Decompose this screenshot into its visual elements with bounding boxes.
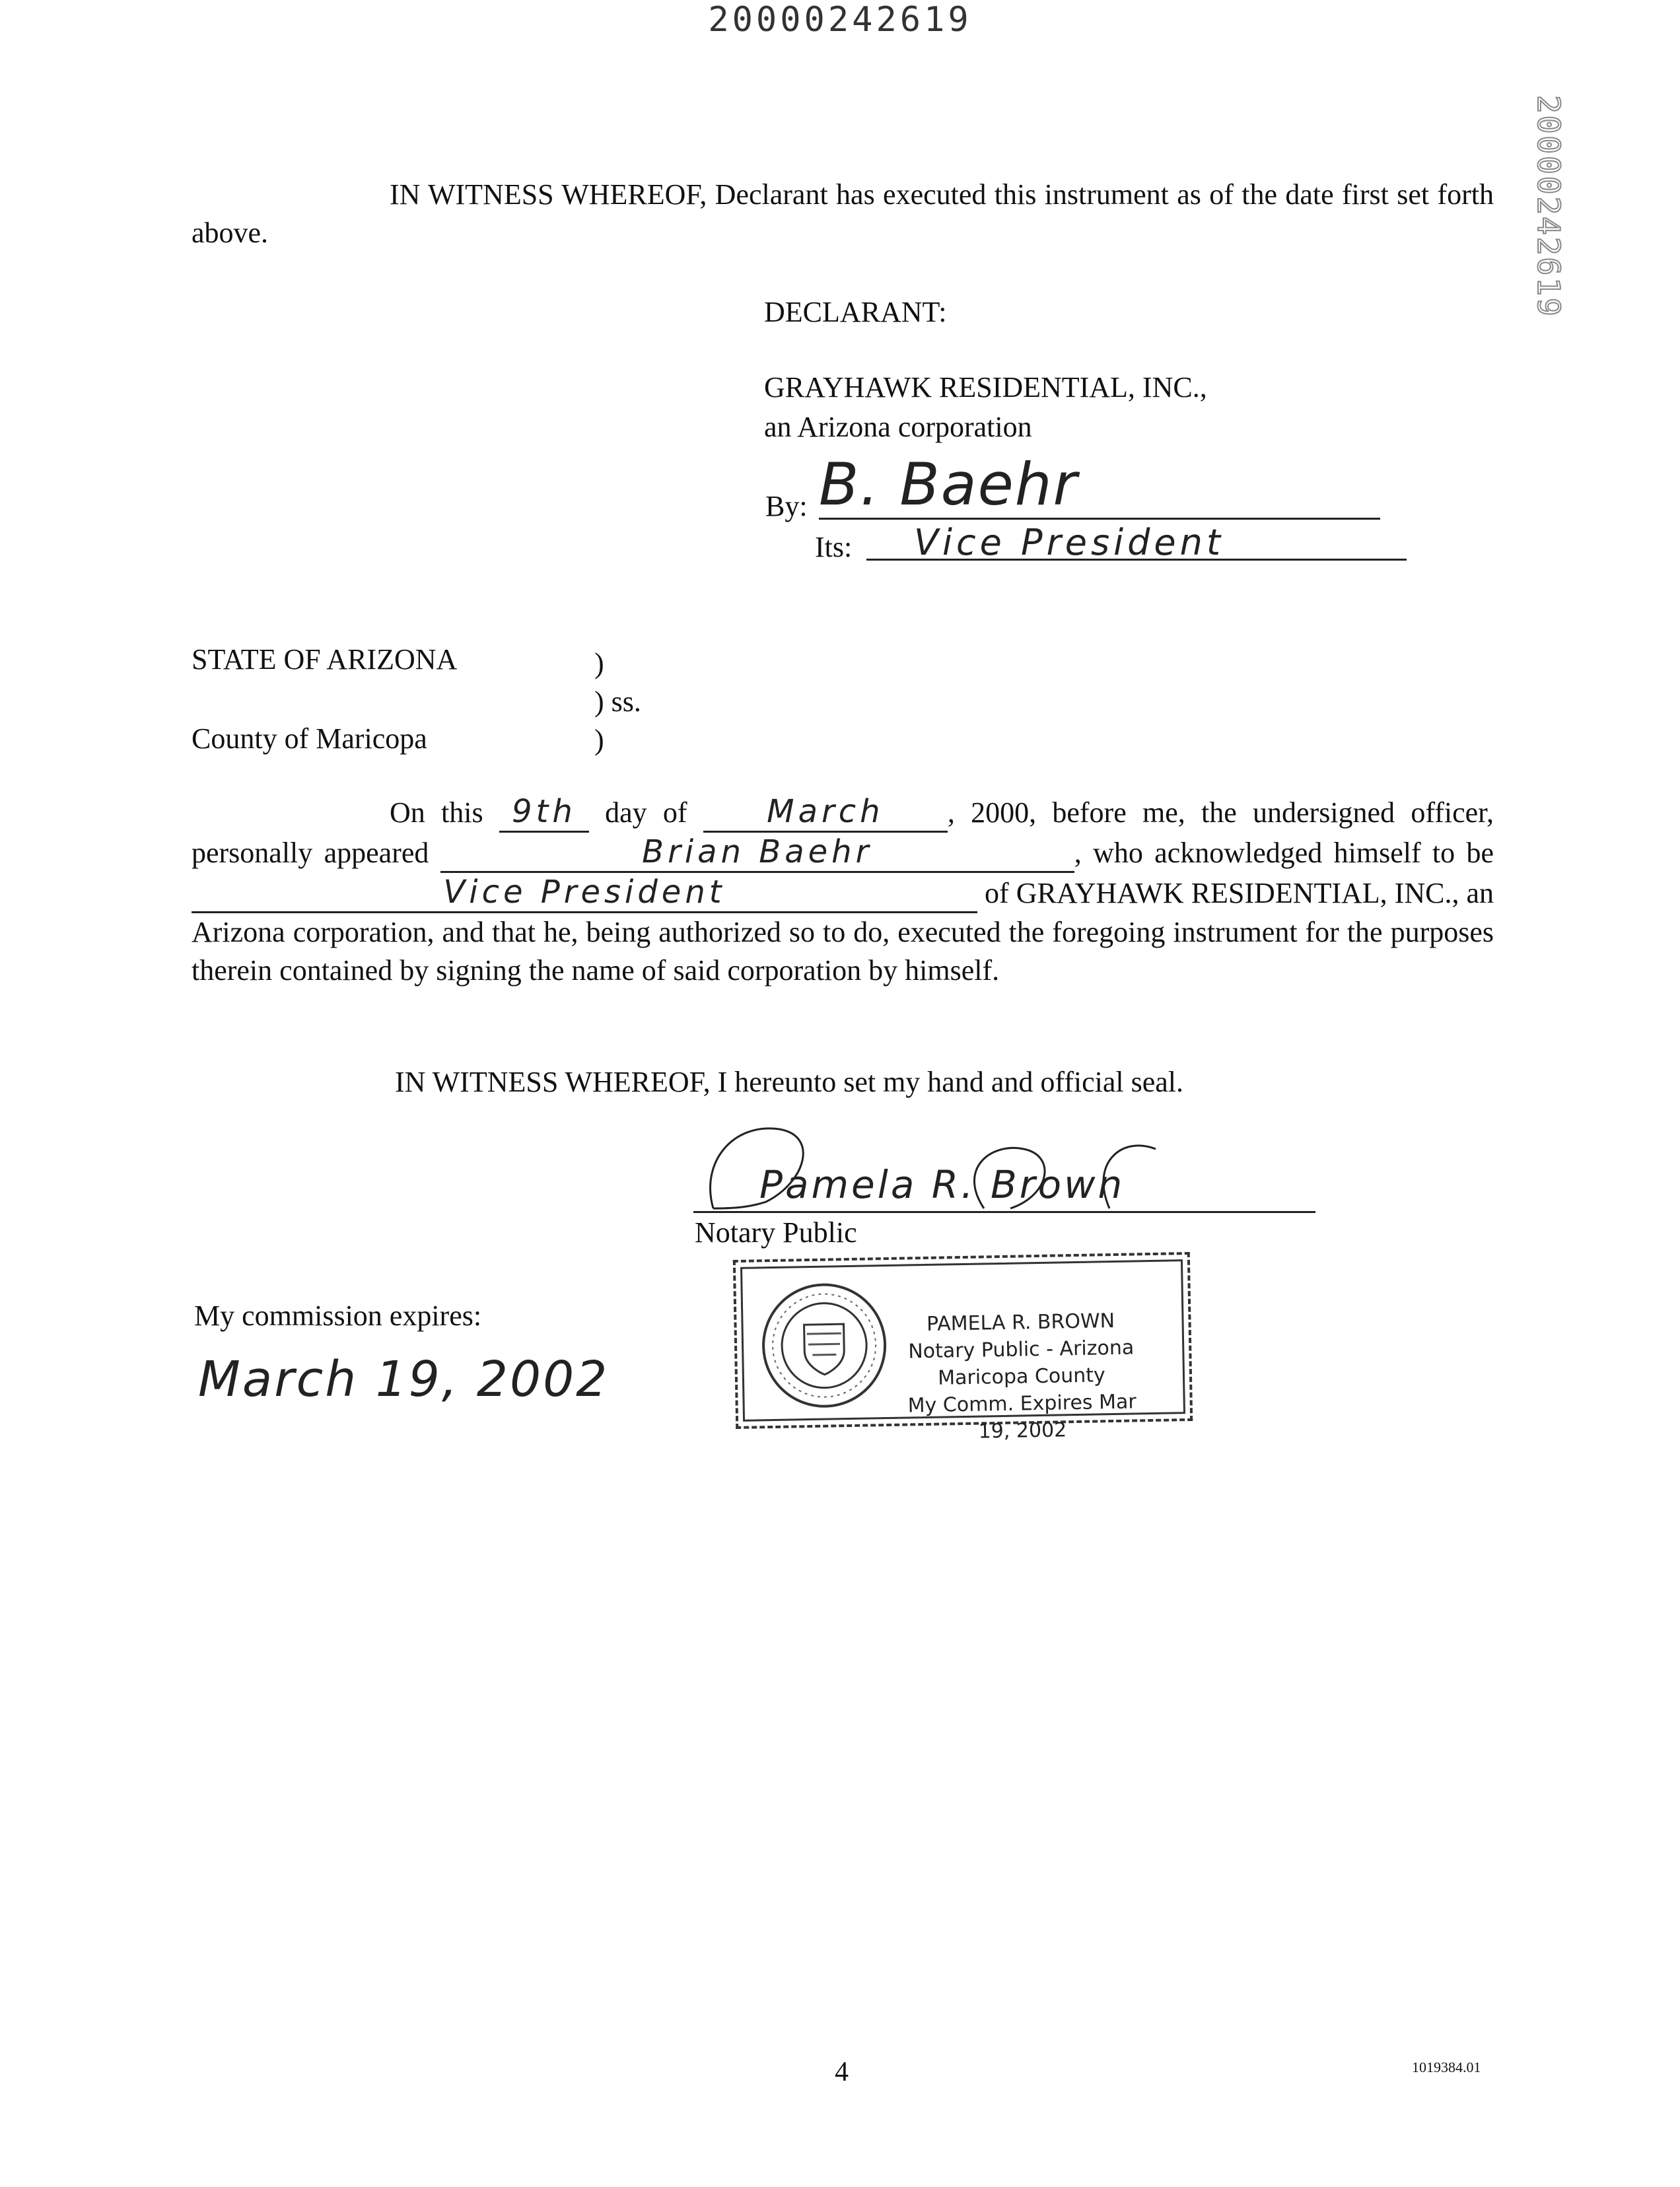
declarant-signature: B. Baehr bbox=[819, 450, 1078, 518]
commission-label: My commission expires: bbox=[194, 1300, 482, 1332]
declarant-heading: DECLARANT: bbox=[764, 296, 947, 328]
declarant-witness-paragraph bbox=[192, 176, 1494, 252]
stamp-text-block bbox=[895, 1307, 1148, 1447]
stamp-county: Maricopa County bbox=[937, 1364, 1106, 1390]
recording-number: 20000242619 bbox=[708, 0, 972, 40]
ack-month-field: March bbox=[703, 792, 948, 833]
notary-signature-line bbox=[693, 1211, 1315, 1213]
its-value: Vice President bbox=[914, 522, 1225, 563]
venue-state: STATE OF ARIZONA bbox=[192, 643, 458, 676]
commission-expiry-value: March 19, 2002 bbox=[198, 1351, 610, 1408]
venue-county: County of Maricopa bbox=[192, 722, 427, 755]
side-recording-number: 20000242619 bbox=[1531, 95, 1566, 318]
notary-signature: Pamela R. Brown bbox=[759, 1162, 1125, 1207]
ack-name-field: Brian Baehr bbox=[440, 833, 1074, 873]
notary-witness-statement: IN WITNESS WHEREOF, I hereunto set my hand and official seal. bbox=[395, 1066, 1184, 1098]
company-type: an Arizona corporation bbox=[764, 411, 1032, 443]
by-label: By: bbox=[765, 490, 808, 522]
ack-day-field: 9th bbox=[499, 792, 589, 833]
venue-paren-3: ) bbox=[594, 724, 604, 756]
company-name: GRAYHAWK RESIDENTIAL, INC., bbox=[764, 371, 1207, 403]
declarant-witness-text: IN WITNESS WHEREOF, Declarant has executed this instrument as of the date first set forth above. bbox=[192, 178, 1494, 249]
stamp-expiry: My Comm. Expires Mar 19, 2002 bbox=[907, 1390, 1137, 1443]
its-label: Its: bbox=[815, 531, 853, 563]
venue-paren-1: ) bbox=[594, 647, 604, 679]
page-number: 4 bbox=[835, 2057, 849, 2087]
stamp-notary-name: PAMELA R. BROWN bbox=[926, 1309, 1115, 1336]
notary-stamp bbox=[733, 1252, 1193, 1443]
ack-title-field: Vice President bbox=[192, 873, 977, 913]
document-code: 1019384.01 bbox=[1412, 2059, 1481, 2075]
notary-title: Notary Public bbox=[695, 1216, 857, 1249]
acknowledgment-paragraph: On this 9th day of March , 2000, before me, the undersigned officer, personally appeared Brian Baehr , who acknowledged himself to be Vice President of GRAYHAWK RESIDENTIAL, INC., an Arizona corporation, and that he, being authorized so to do, executed the foregoing instrument for the purposes therein contained by signing the name of said corporation by himself. bbox=[192, 793, 1494, 987]
arizona-seal-icon bbox=[758, 1280, 890, 1411]
stamp-notary-state: Notary Public - Arizona bbox=[907, 1336, 1135, 1364]
venue-ss: ) ss. bbox=[594, 685, 641, 718]
